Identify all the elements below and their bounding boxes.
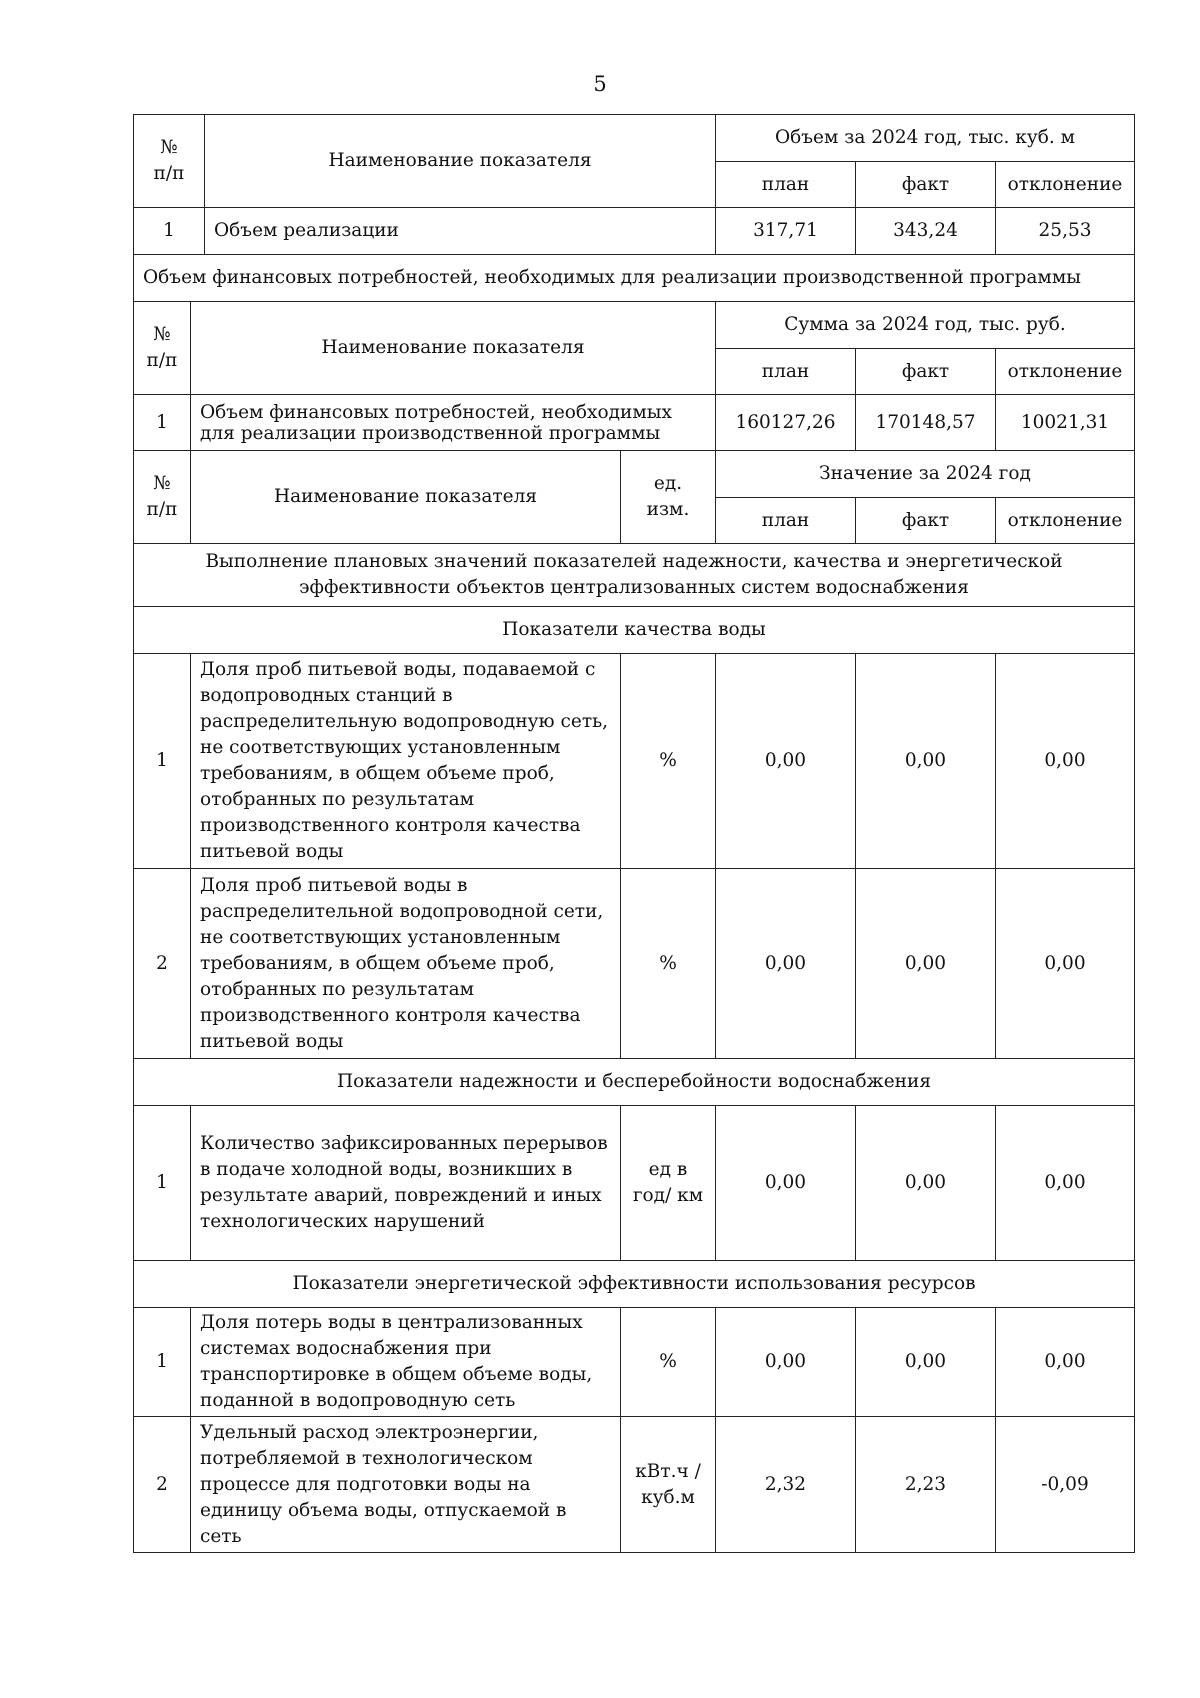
row-unit: кВт.ч / куб.м	[621, 1417, 716, 1553]
row-deviation: 0,00	[996, 1308, 1135, 1417]
row-plan: 0,00	[716, 1106, 856, 1261]
table-row	[134, 654, 1135, 869]
col-name-header: Наименование показателя	[205, 115, 716, 208]
row-num: 1	[134, 395, 191, 451]
row-name: Доля потерь воды в централизованных системах водоснабжения при транспортировке в общем объеме воды, поданной в водопроводную сеть	[191, 1308, 621, 1417]
row-plan: 317,71	[716, 208, 856, 255]
col-name-header: Наименование показателя	[191, 302, 716, 395]
col-fact-header: факт	[856, 498, 996, 544]
row-num: 2	[134, 869, 191, 1059]
col-plan-header: план	[716, 162, 856, 208]
row-plan: 0,00	[716, 869, 856, 1059]
row-unit: ед в год/ км	[621, 1106, 716, 1261]
row-fact: 0,00	[856, 1308, 996, 1417]
section-reliability: Показатели надежности и бесперебойности водоснабжения	[134, 1059, 1135, 1106]
value-group-header: Значение за 2024 год	[716, 451, 1135, 498]
row-deviation: 0,00	[996, 1106, 1135, 1261]
row-fact: 2,23	[856, 1417, 996, 1553]
page-number: 5	[593, 72, 607, 96]
row-num: 2	[134, 1417, 191, 1553]
col-fact-header: факт	[856, 162, 996, 208]
row-deviation: 25,53	[996, 208, 1135, 255]
row-name: Доля проб питьевой воды в распределительной водопроводной сети, не соответствующих установленным требованиям, в общем объеме проб, отобранных по результатам производственного контроля качества питьевой воды	[191, 869, 621, 1059]
volume-table	[133, 114, 1135, 302]
row-plan: 2,32	[716, 1417, 856, 1553]
indicators-table	[133, 450, 1135, 1553]
col-name-header: Наименование показателя	[191, 451, 621, 544]
row-deviation: 10021,31	[996, 395, 1135, 451]
col-num-header: № п/п	[134, 302, 191, 395]
row-fact: 0,00	[856, 654, 996, 869]
volume-group-header: Объем за 2024 год, тыс. куб. м	[716, 115, 1135, 162]
row-plan: 160127,26	[716, 395, 856, 451]
table-row	[134, 208, 1135, 255]
row-deviation: -0,09	[996, 1417, 1135, 1553]
table-row	[134, 1308, 1135, 1417]
row-unit: %	[621, 654, 716, 869]
table-row	[134, 395, 1135, 451]
row-name: Объем реализации	[205, 208, 716, 255]
row-fact: 170148,57	[856, 395, 996, 451]
row-plan: 0,00	[716, 1308, 856, 1417]
table-row	[134, 1417, 1135, 1553]
col-num-header: № п/п	[134, 451, 191, 544]
row-unit: %	[621, 1308, 716, 1417]
finance-table	[133, 301, 1135, 451]
section-energy: Показатели энергетической эффективности использования ресурсов	[134, 1261, 1135, 1308]
section-main-title: Выполнение плановых значений показателей надежности, качества и энергетической эффективности объектов централизованных систем водоснабжения	[134, 544, 1135, 607]
row-fact: 0,00	[856, 869, 996, 1059]
row-plan: 0,00	[716, 654, 856, 869]
table-row	[134, 869, 1135, 1059]
row-num: 1	[134, 1106, 191, 1261]
col-deviation-header: отклонение	[996, 349, 1135, 395]
section-financial-needs: Объем финансовых потребностей, необходимых для реализации производственной программы	[134, 255, 1135, 302]
row-fact: 343,24	[856, 208, 996, 255]
row-deviation: 0,00	[996, 654, 1135, 869]
table-row	[134, 1106, 1135, 1261]
col-deviation-header: отклонение	[996, 162, 1135, 208]
row-num: 1	[134, 1308, 191, 1417]
row-unit: %	[621, 869, 716, 1059]
row-name: Объем финансовых потребностей, необходимых для реализации производственной программы	[191, 395, 716, 451]
row-deviation: 0,00	[996, 869, 1135, 1059]
section-quality: Показатели качества воды	[134, 607, 1135, 654]
col-plan-header: план	[716, 498, 856, 544]
row-name: Удельный расход электроэнергии, потребляемой в технологическом процессе для подготовки воды на единицу объема воды, отпускаемой в сеть	[191, 1417, 621, 1553]
row-name: Количество зафиксированных перерывов в подаче холодной воды, возникших в результате аварий, повреждений и иных технологических нарушений	[191, 1106, 621, 1261]
row-fact: 0,00	[856, 1106, 996, 1261]
col-plan-header: план	[716, 349, 856, 395]
col-unit-header: ед. изм.	[621, 451, 716, 544]
row-num: 1	[134, 654, 191, 869]
sum-group-header: Сумма за 2024 год, тыс. руб.	[716, 302, 1135, 349]
col-deviation-header: отклонение	[996, 498, 1135, 544]
col-fact-header: факт	[856, 349, 996, 395]
row-name: Доля проб питьевой воды, подаваемой с водопроводных станций в распределительную водопроводную сеть, не соответствующих установленным требованиям, в общем объеме проб, отобранных по результатам производственного контроля качества питьевой воды	[191, 654, 621, 869]
col-num-header: № п/п	[134, 115, 205, 208]
row-num: 1	[134, 208, 205, 255]
